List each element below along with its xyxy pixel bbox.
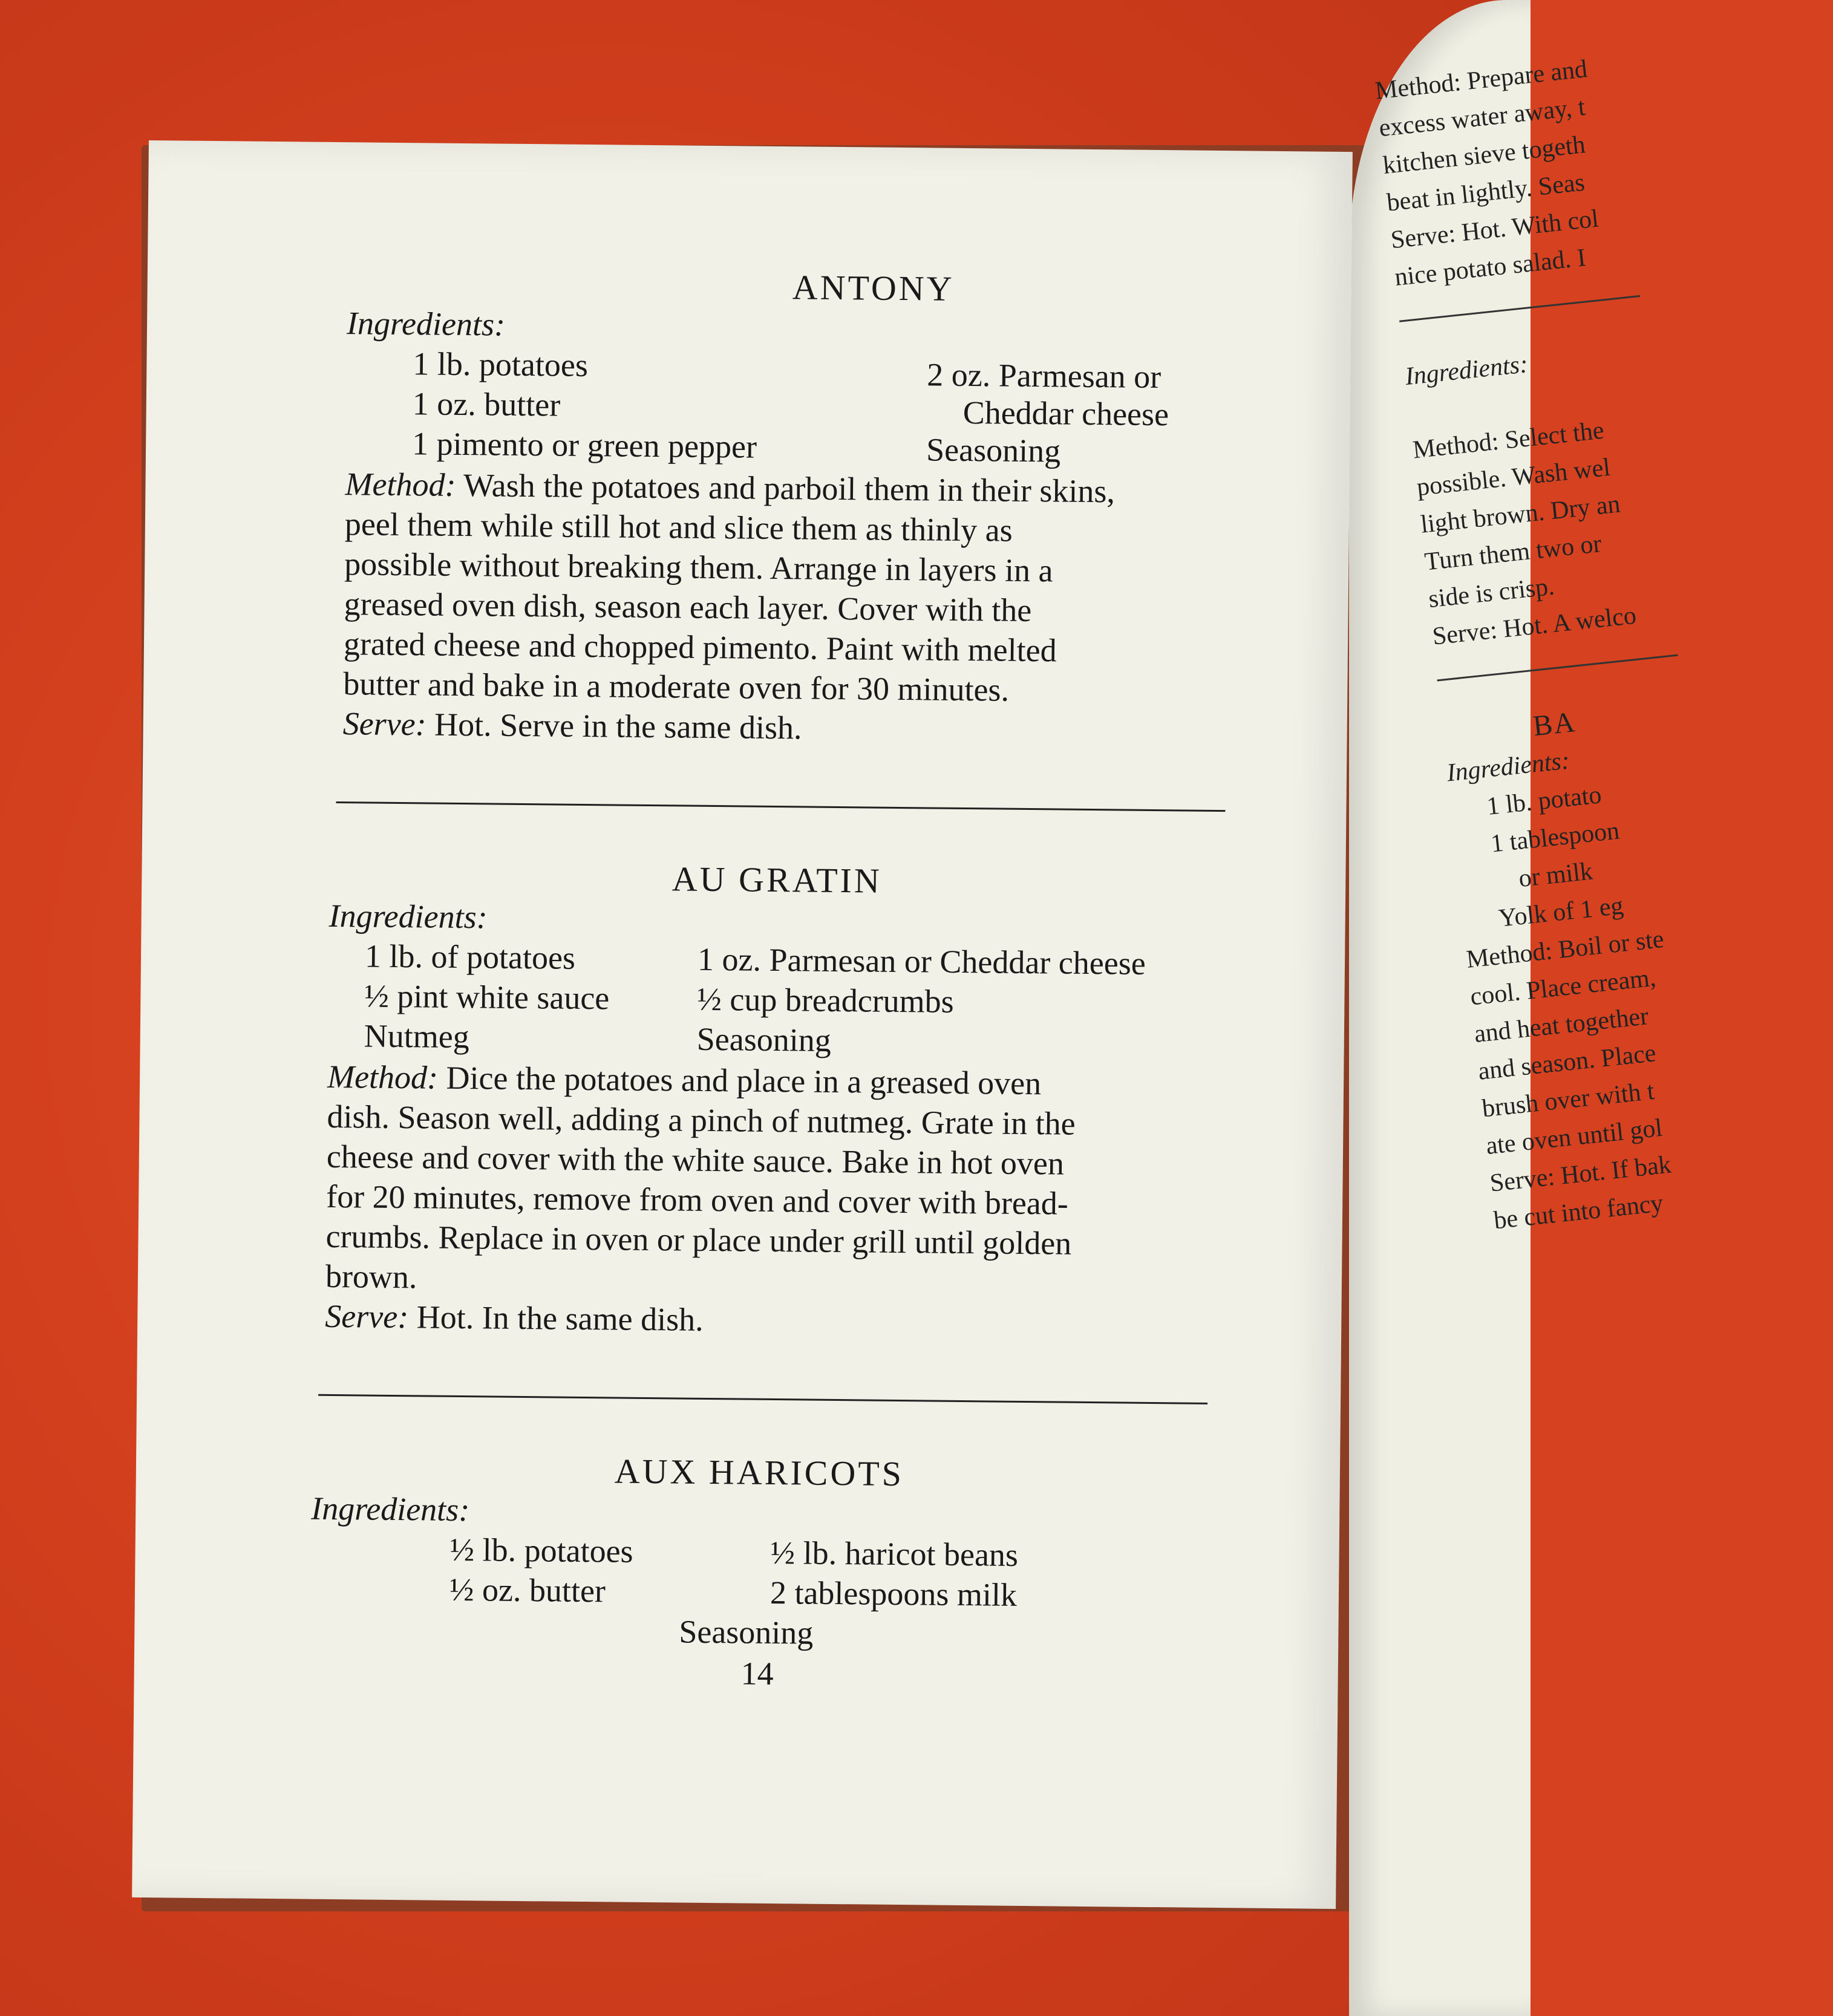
- serve-text: Hot. In the same dish.: [416, 1299, 704, 1338]
- facing-line: possible. Wash wel: [1415, 453, 1612, 502]
- recipe-aux-haricots: [309, 1449, 1207, 1698]
- ingredients-label: Ingredients:: [328, 897, 488, 936]
- facing-line: light brown. Dry an: [1419, 490, 1622, 539]
- facing-line: Method: Select the: [1411, 416, 1606, 465]
- serve-text: Hot. Serve in the same dish.: [434, 706, 802, 746]
- facing-line: ate oven until gol: [1485, 1114, 1664, 1161]
- ingredient: Seasoning: [679, 1613, 814, 1651]
- facing-divider: [1399, 295, 1640, 322]
- ingredient: 2 oz. Parmesan or: [927, 356, 1162, 396]
- facing-line: 1 tablespoon: [1489, 817, 1621, 858]
- ingredient: 1 lb. of potatoes: [364, 938, 576, 976]
- facing-line: and heat together: [1472, 1002, 1650, 1049]
- facing-line: cool. Place cream,: [1469, 964, 1658, 1011]
- method-line: Wash the potatoes and parboil them in their skins,: [463, 467, 1116, 510]
- facing-line: excess water away, t: [1377, 93, 1587, 143]
- recipe-title: ANTONY: [792, 267, 955, 308]
- facing-line: or milk: [1517, 857, 1594, 893]
- facing-line: 1 lb. potato: [1485, 781, 1603, 821]
- ingredient: ½ lb. potatoes: [449, 1531, 633, 1570]
- facing-line: nice potato salad. I: [1393, 244, 1587, 292]
- ingredients-list: [327, 936, 1224, 1065]
- facing-divider: [1437, 654, 1678, 682]
- ingredient: 1 lb. potatoes: [413, 345, 589, 383]
- ingredient: ½ oz. butter: [449, 1571, 606, 1610]
- facing-line: beat in lightly. Seas: [1385, 168, 1586, 217]
- recipe-title: AU GRATIN: [671, 859, 883, 901]
- ingredients-label: Ingredients:: [346, 305, 506, 343]
- method-paragraph: [342, 464, 1397, 754]
- ingredient: Nutmeg: [364, 1017, 470, 1055]
- serve-label: Serve:: [325, 1297, 409, 1336]
- ingredient: 1 oz. Parmesan or Cheddar cheese: [697, 941, 1146, 982]
- ingredient: Seasoning: [926, 431, 1061, 469]
- facing-page-text: [1373, 37, 1833, 1239]
- facing-title: BA: [1531, 706, 1578, 743]
- method-line: grated cheese and chopped pimento. Paint with melted: [343, 625, 1057, 669]
- ingredient: 1 oz. butter: [412, 385, 561, 423]
- method-line: greased oven dish, season each layer. Cover with the: [344, 586, 1032, 629]
- facing-line: Ingredients:: [1445, 746, 1571, 788]
- method-label: Method:: [327, 1058, 439, 1096]
- method-line: for 20 minutes, remove from oven and cover with bread-: [325, 1178, 1069, 1222]
- ingredient: Cheddar cheese: [962, 394, 1169, 433]
- facing-line: Serve: Hot. A welco: [1431, 601, 1638, 651]
- recipe-title: AUX HARICOTS: [614, 1451, 904, 1494]
- page-number: 14: [740, 1655, 774, 1692]
- facing-line: Yolk of 1 eg: [1497, 892, 1625, 933]
- ingredient: ½ lb. haricot beans: [770, 1534, 1019, 1573]
- facing-line: Turn them two or: [1423, 529, 1603, 576]
- method-line: Dice the potatoes and place in a greased oven: [446, 1059, 1042, 1102]
- method-line: butter and bake in a moderate oven for 30 minutes.: [343, 665, 1010, 708]
- ingredients-list: [345, 343, 1399, 474]
- facing-line: kitchen sieve togeth: [1381, 131, 1587, 180]
- divider-line: [336, 801, 1225, 812]
- method-line: crumbs. Replace in oven or place under grill until golden: [325, 1218, 1072, 1262]
- ingredient: ½ cup breadcrumbs: [697, 980, 955, 1020]
- method-label: Method:: [345, 466, 456, 503]
- method-line: dish. Season well, adding a pinch of nutmeg. Grate in the: [327, 1098, 1076, 1142]
- facing-line: Method: Boil or ste: [1465, 925, 1665, 974]
- method-line: possible without breaking them. Arrange in layers in a: [344, 546, 1053, 589]
- facing-line: brush over with t: [1480, 1077, 1656, 1123]
- recipe-antony: [342, 263, 1400, 754]
- method-line: cheese and cover with the white sauce. Bake in hot oven: [326, 1138, 1065, 1182]
- facing-line: Serve: Hot. If bak: [1488, 1150, 1673, 1198]
- facing-line: side is crisp.: [1427, 572, 1556, 614]
- ingredient: 1 pimento or green pepper: [411, 425, 757, 465]
- book-page: [132, 140, 1353, 1909]
- facing-line: and season. Place: [1477, 1039, 1658, 1086]
- facing-ingredients-label: Ingredients:: [1403, 350, 1529, 391]
- method-paragraph: [325, 1057, 1223, 1345]
- method-line: brown.: [325, 1258, 417, 1296]
- facing-line: Method: Prepare and: [1373, 55, 1589, 105]
- method-line: peel them while still hot and slice them as thinly as: [344, 506, 1013, 549]
- ingredient: ½ pint white sauce: [364, 977, 610, 1017]
- ingredient: Seasoning: [696, 1020, 832, 1059]
- facing-line: be cut into fancy: [1492, 1189, 1665, 1235]
- ingredient: 2 tablespoons milk: [769, 1574, 1018, 1613]
- divider-line: [318, 1394, 1207, 1404]
- ingredients-list: [310, 1528, 1206, 1658]
- facing-line: Serve: Hot. With col: [1389, 204, 1600, 255]
- serve-label: Serve:: [342, 705, 426, 743]
- recipe-au-gratin: [325, 856, 1225, 1345]
- ingredients-label: Ingredients:: [311, 1490, 470, 1528]
